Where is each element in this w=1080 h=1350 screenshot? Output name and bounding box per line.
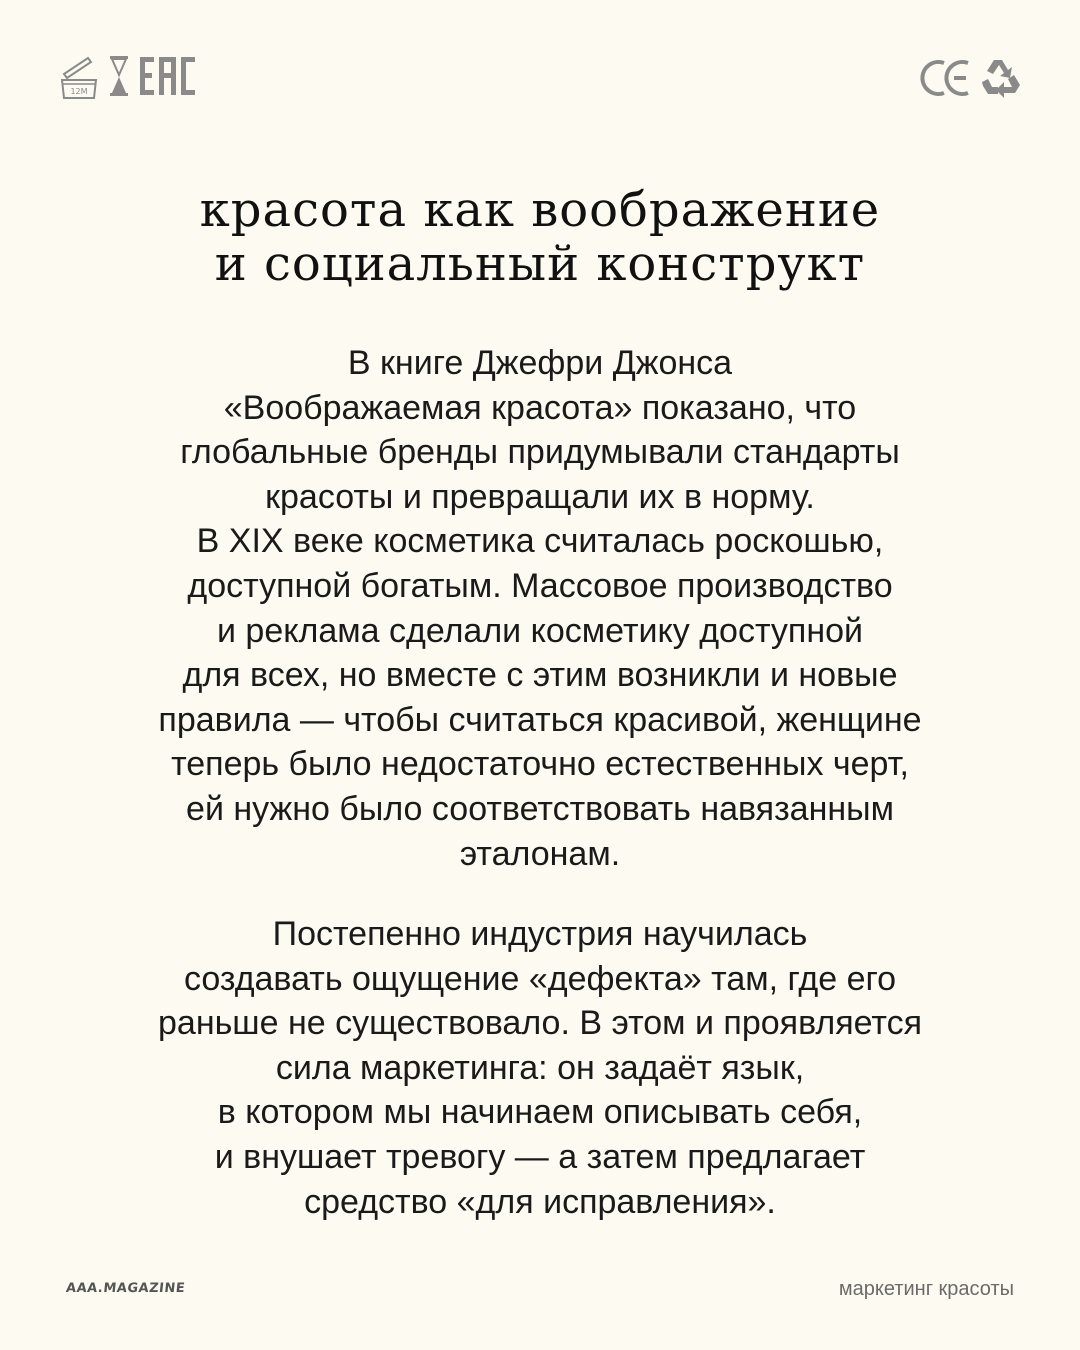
text-line: теперь было недостаточно естественных черт, — [171, 745, 909, 784]
page-title-line-2: и социальный конструкт — [214, 236, 866, 292]
text-line: и реклама сделали косметику доступной — [216, 611, 864, 650]
text-line: В XIX веке косметика считалась роскошью, — [196, 522, 884, 561]
header-right-icons — [920, 56, 1024, 105]
header-left-icons — [58, 52, 198, 105]
text-line: в котором мы начинаем описывать себя, — [217, 1093, 863, 1132]
text-line: средство «для исправления». — [304, 1182, 776, 1221]
topic-label: маркетинг красоты — [838, 1278, 1014, 1300]
eac-mark-icon — [138, 53, 198, 104]
ce-mark-icon — [920, 57, 974, 104]
text-line: красоты и превращали их в норму. — [265, 477, 815, 516]
recycle-icon — [978, 56, 1024, 105]
period-after-opening-label: 12M — [70, 87, 88, 96]
text-line: и внушает тревогу — а затем предлагает — [214, 1137, 866, 1176]
text-line: «Воображаемая красота» показано, что — [223, 388, 857, 427]
paragraph-1 — [40, 341, 1040, 876]
text-line: раньше не существовало. В этом и проявляется — [158, 1004, 922, 1043]
hourglass-icon — [108, 53, 130, 104]
text-line: глобальные бренды придумывали стандарты — [180, 433, 900, 472]
text-line: В книге Джефри Джонса — [347, 344, 733, 382]
text-line: сила маркетинга: он задаёт язык, — [275, 1048, 805, 1087]
page-title — [0, 183, 1080, 291]
paragraph-2 — [40, 912, 1040, 1224]
text-line: ей нужно было соответствовать навязанным — [186, 789, 894, 828]
text-line: эталонам. — [459, 834, 621, 873]
page-title-line-1: красота как воображение — [199, 182, 881, 238]
text-line: создавать ощущение «дефекта» там, где его — [183, 959, 897, 998]
text-line: для всех, но вместе с этим возникли и новые — [182, 656, 898, 695]
text-line: Постепенно индустрия научилась — [272, 915, 808, 953]
text-line: доступной богатым. Массовое производство — [187, 566, 893, 605]
period-after-opening-icon — [58, 52, 100, 105]
text-line: правила — чтобы считаться красивой, женщине — [158, 700, 922, 739]
brand-logo: AAA.MAGAZINE — [65, 1281, 186, 1296]
